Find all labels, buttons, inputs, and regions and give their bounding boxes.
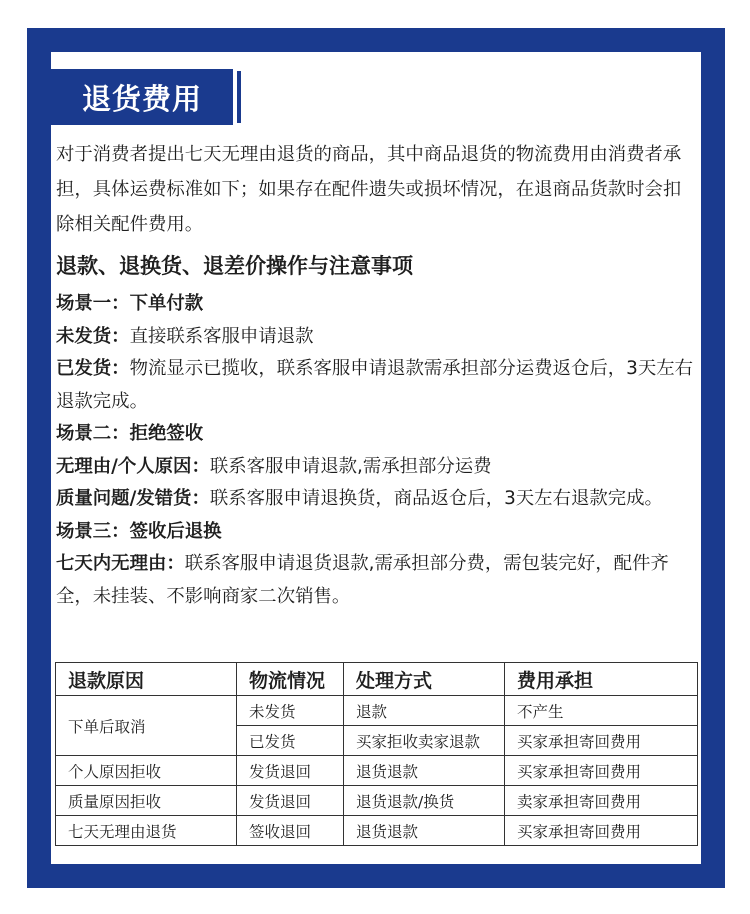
cell-reason: 七天无理由退货 [56, 816, 237, 846]
table-row [56, 786, 698, 816]
table-row [56, 696, 698, 726]
content-area [56, 137, 696, 613]
cell-logistics: 发货退回 [237, 786, 344, 816]
item-label: 无理由/个人原因： [56, 455, 210, 477]
cell-logistics: 签收退回 [237, 816, 344, 846]
header-logistics: 物流情况 [237, 663, 344, 696]
refund-fee-table [55, 662, 698, 846]
cell-cost: 买家承担寄回费用 [505, 756, 698, 786]
scenario1-item-2 [56, 353, 696, 418]
scenario1-item-1 [56, 321, 696, 354]
scenario2-title: 场景二：拒绝签收 [56, 423, 204, 444]
item-text: 物流显示已揽收，联系客服申请退款需承担部分运费返仓后，3天左右退款完成。 [56, 358, 693, 412]
item-label: 已发货： [56, 358, 130, 379]
scenario3-item-1 [56, 548, 696, 613]
cell-cost: 买家承担寄回费用 [505, 816, 698, 846]
cell-reason: 个人原因拒收 [56, 756, 237, 786]
scenario3-title: 场景三：签收后退换 [56, 520, 222, 542]
section-heading: 退款、退换货、退差价操作与注意事项 [56, 254, 413, 278]
cell-reason: 质量原因拒收 [56, 786, 237, 816]
cell-reason: 下单后取消 [56, 696, 237, 756]
item-label: 质量问题/发错货： [56, 488, 210, 509]
cell-handling: 退款 [344, 696, 505, 726]
table-header-row [56, 663, 698, 696]
table-row [56, 756, 698, 786]
header-reason: 退款原因 [56, 663, 237, 696]
cell-cost: 卖家承担寄回费用 [505, 786, 698, 816]
item-text: 直接联系客服申请退款 [129, 325, 314, 347]
item-text: 联系客服申请退换货，商品返仓后，3天左右退款完成。 [209, 488, 663, 509]
cell-logistics: 发货退回 [237, 756, 344, 786]
header-handling: 处理方式 [344, 663, 505, 696]
cell-handling: 买家拒收卖家退款 [344, 726, 505, 756]
item-label: 七天内无理由： [56, 553, 185, 574]
cell-logistics: 已发货 [237, 726, 344, 756]
scenario2-item-2 [56, 483, 696, 516]
table-row [56, 816, 698, 846]
header-cost: 费用承担 [505, 663, 698, 696]
item-text: 联系客服申请退货退款,需承担部分费，需包装完好，配件齐全，未挂装、不影响商家二次销售。 [56, 553, 669, 607]
scenario1-title: 场景一：下单付款 [56, 293, 204, 314]
cell-handling: 退货退款/换货 [344, 786, 505, 816]
cell-logistics: 未发货 [237, 696, 344, 726]
scenario2-item-1 [56, 451, 696, 484]
item-text: 联系客服申请退款,需承担部分运费 [209, 455, 492, 477]
cell-cost: 不产生 [505, 696, 698, 726]
page-frame [27, 28, 725, 888]
cell-cost: 买家承担寄回费用 [505, 726, 698, 756]
intro-paragraph: 对于消费者提出七天无理由退货的商品，其中商品退货的物流费用由消费者承担，具体运费标准如下；如果存在配件遗失或损坏情况，在退商品货款时会扣除相关配件费用。 [56, 144, 682, 235]
cell-handling: 退货退款 [344, 816, 505, 846]
item-label: 未发货： [56, 325, 130, 347]
cell-handling: 退货退款 [344, 756, 505, 786]
page-title: 退货费用 [51, 69, 233, 125]
